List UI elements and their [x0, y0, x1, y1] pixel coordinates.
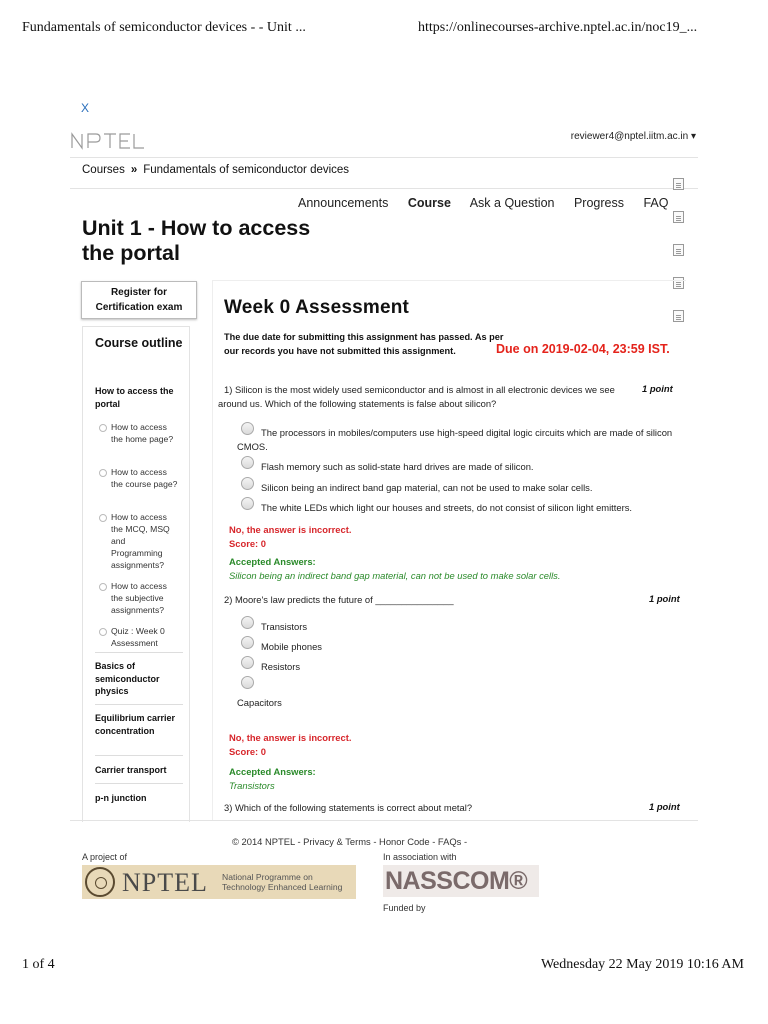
result-incorrect: No, the answer is incorrect. — [229, 732, 352, 743]
breadcrumb — [82, 164, 349, 176]
option-radio[interactable] — [241, 456, 254, 469]
divider — [95, 704, 183, 705]
option-radio[interactable] — [241, 676, 254, 689]
score-label: Score: 0 — [229, 538, 266, 549]
course-outline-title: Course outline — [95, 336, 183, 350]
option-radio[interactable] — [241, 656, 254, 669]
option-label: Transistors — [261, 621, 308, 632]
nasscom-logo[interactable] — [383, 865, 539, 897]
breadcrumb-separator: » — [130, 164, 138, 176]
funded-by-label: Funded by — [383, 903, 426, 913]
course-nav — [298, 196, 684, 210]
nptel-wordmark: NPTEL — [122, 868, 208, 897]
option-radio[interactable] — [241, 497, 254, 510]
option-label: Capacitors — [237, 697, 282, 708]
option-label: The white LEDs which light our houses and streets, do not consist of silicon light emitters. — [261, 502, 633, 513]
sidebar-subitem-course-page[interactable]: How to access the course page? — [99, 466, 179, 490]
option-radio[interactable] — [241, 477, 254, 490]
nav-faq[interactable]: FAQ — [643, 196, 669, 210]
nptel-logo — [70, 130, 146, 150]
page-icon — [673, 244, 684, 256]
sidebar-subitem-quiz-week0[interactable]: Quiz : Week 0 Assessment — [99, 625, 179, 649]
option-label: Silicon being an indirect band gap material, can not be used to make solar cells. — [261, 482, 593, 493]
due-date: Due on 2019-02-04, 23:59 IST. — [496, 342, 670, 356]
result-incorrect: No, the answer is incorrect. — [229, 524, 352, 535]
option-label: The processors in mobiles/computers use high-speed digital logic circuits which are made of silicon CMOS. — [237, 427, 673, 452]
option-label: Mobile phones — [261, 641, 322, 652]
accepted-answers-label: Accepted Answers: — [229, 556, 316, 567]
project-of-label: A project of — [82, 852, 128, 862]
option-radio[interactable] — [241, 636, 254, 649]
question-text: 1) Silicon is the most widely used semiconductor and is almost in all electronic devices we see around us. Which of the following statements is false about silicon? — [218, 384, 615, 409]
question-points: 1 point — [649, 593, 680, 604]
print-page-title: Fundamentals of semiconductor devices - - Unit ... — [22, 20, 306, 35]
accepted-answers-label: Accepted Answers: — [229, 766, 316, 777]
nptel-tagline: National Programme on Technology Enhanced Learning — [222, 872, 343, 892]
breadcrumb-course[interactable]: Fundamentals of semiconductor devices — [143, 164, 350, 176]
sidebar-subitem-subjective-assignments[interactable]: How to access the subjective assignments? — [99, 580, 179, 616]
close-link[interactable]: X — [81, 101, 90, 115]
divider — [70, 157, 698, 158]
option-radio[interactable] — [241, 616, 254, 629]
print-url: https://onlinecourses-archive.nptel.ac.in/noc19_... — [418, 20, 698, 35]
register-certification-button[interactable]: Register for Certification exam — [81, 281, 197, 319]
footer-links[interactable]: © 2014 NPTEL - Privacy & Terms - Honor Code - FAQs - — [232, 836, 468, 847]
nasscom-wordmark: NASSCOM® — [385, 867, 528, 895]
nav-progress[interactable]: Progress — [573, 196, 624, 210]
divider — [95, 783, 183, 784]
page-icon — [673, 178, 684, 190]
sidebar-item-how-to-access-portal[interactable]: How to access the portal — [95, 386, 174, 409]
accepted-answer: Transistors — [229, 780, 275, 791]
print-datetime: Wednesday 22 May 2019 10:16 AM — [540, 957, 744, 972]
nav-announcements[interactable]: Announcements — [298, 196, 389, 210]
sidebar-item-pn-junction[interactable]: p-n junction — [95, 793, 147, 803]
score-label: Score: 0 — [229, 746, 266, 757]
user-menu[interactable]: reviewer4@nptel.iitm.ac.in ▾ — [570, 131, 696, 142]
due-message: The due date for submitting this assignment has passed. As per our records you have not submitted this assignment. — [224, 332, 504, 356]
divider — [95, 755, 183, 756]
nptel-banner-logo[interactable] — [82, 865, 356, 899]
divider — [70, 820, 698, 821]
accepted-answer: Silicon being an indirect band gap material, can not be used to make solar cells. — [229, 570, 561, 581]
sidebar-item-semiconductor-physics[interactable]: Basics of semiconductor physics — [95, 661, 160, 696]
print-page-number: 1 of 4 — [22, 957, 55, 972]
print-footer — [22, 957, 744, 977]
question-points: 1 point — [649, 801, 680, 812]
course-outline-sidebar — [82, 326, 190, 822]
page-title: Unit 1 - How to access the portal — [82, 216, 311, 265]
sidebar-item-equilibrium-carrier[interactable]: Equilibrium carrier concentration — [95, 713, 176, 736]
breadcrumb-courses[interactable]: Courses — [82, 164, 125, 176]
nav-ask-question[interactable]: Ask a Question — [469, 196, 555, 210]
option-label: Resistors — [261, 661, 301, 672]
nav-course[interactable]: Course — [407, 196, 451, 210]
divider — [70, 188, 698, 189]
sidebar-subitem-home-page[interactable]: How to access the home page? — [99, 421, 179, 445]
question-text: 3) Which of the following statements is correct about metal? — [224, 802, 473, 813]
divider — [95, 652, 183, 653]
print-header — [22, 20, 744, 40]
sidebar-item-carrier-transport[interactable]: Carrier transport — [95, 765, 167, 775]
option-label: Flash memory such as solid-state hard drives are made of silicon. — [261, 461, 534, 472]
sidebar-subitem-mcq-assignments[interactable]: How to access the MCQ, MSQ and Programming assignments? — [99, 511, 179, 571]
question-points: 1 point — [642, 383, 673, 394]
association-label: In association with — [383, 852, 457, 862]
emblem-icon — [85, 867, 115, 897]
assessment-title: Week 0 Assessment — [224, 297, 410, 318]
question-text: 2) Moore's law predicts the future of _______________ — [224, 594, 454, 605]
page-icon — [673, 211, 684, 223]
